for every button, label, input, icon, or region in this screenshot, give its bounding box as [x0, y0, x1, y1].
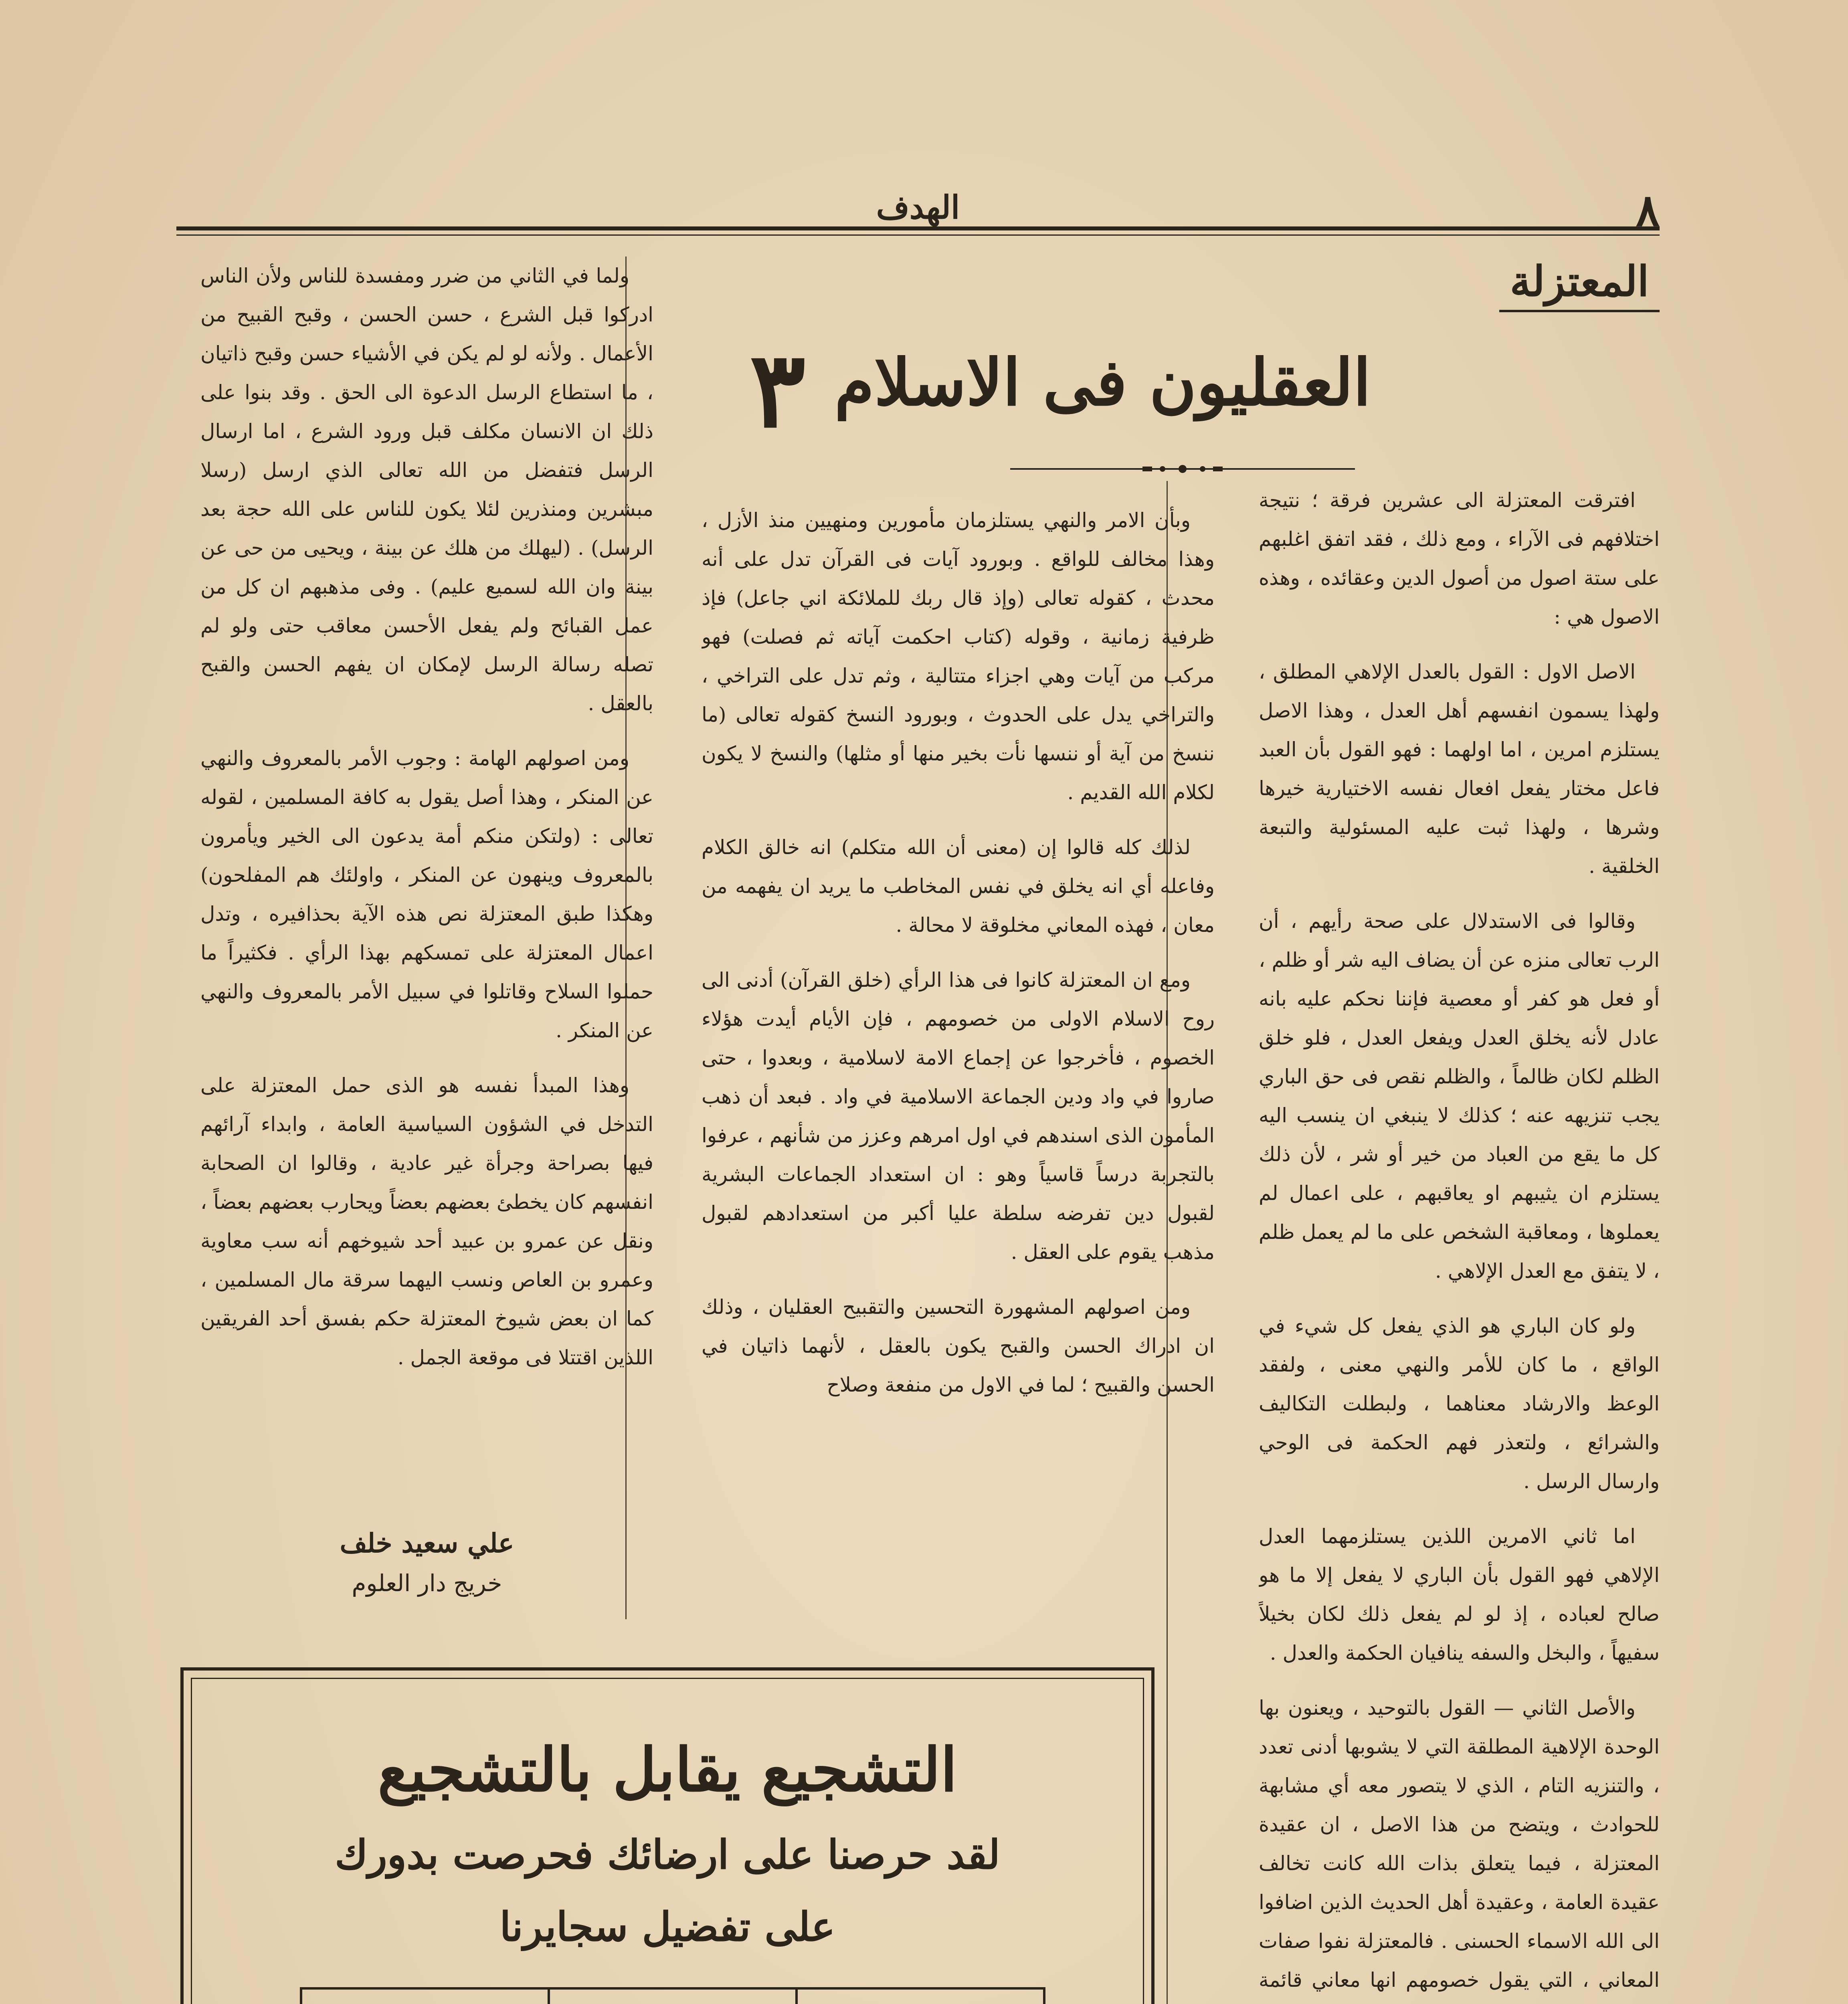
paragraph: ولو كان الباري هو الذي يفعل كل شيء في الواقع ، ما كان للأمر والنهي معنى ، ولفقد الوعظ والارشاد معناهما ، ولبطلت التكاليف والشرائع ، ولتعذر فهم الحكمة فى الوحي وارسال الرسل .: [1259, 1314, 1660, 1493]
ad-text-line: على تفضيل سجايرنا: [499, 1903, 835, 1950]
paragraph: وبأن الامر والنهي يستلزمان مأمورين ومنهيين منذ الأزل ، وهذا مخالف للواقع . وبورود آيات فى القرآن تدل على أنه محدث ، كقوله تعالى (وإذ قال ربك للملائكة اني جاعل) فإذ ظرفية زمانية ، وقوله (كتاب احكمت آياته ثم فصلت) فهو مركب من آيات وهي اجزاء متتالية ، وثم تدل على التراخي ، والتراخي يدل على الحدوث ، وبورود النسخ كقوله تعالى (ما ننسخ من آية أو ننسها نأت بخير منها أو مثلها) والنسخ لا يكون لكلام الله القديم .: [702, 509, 1215, 804]
ad-headline: التشجيع يقابل بالتشجيع: [378, 1735, 957, 1805]
article-column-middle: [702, 501, 1215, 1643]
brand-panel: [300, 1987, 1045, 2004]
article-column-left: [200, 257, 653, 1571]
article-part-number: ٣: [750, 329, 806, 451]
header-rule-thin: [176, 234, 1660, 236]
paragraph: افترقت المعتزلة الى عشرين فرقة ؛ نتيجة اختلافهم فى الآراء ، ومع ذلك ، فقد اتفق اغلبهم على ستة اصول من أصول الدين وعقائده ، وهذه الاصول هي :: [1259, 489, 1660, 628]
section-label: المعتزلة: [1499, 257, 1660, 312]
cigarette-advertisement: [180, 1667, 1154, 2004]
author-signature: [200, 1523, 653, 1603]
paragraph: ومع ان المعتزلة كانوا فى هذا الرأي (خلق القرآن) أدنى الى روح الاسلام الاولى من خصومهم ، فإن الأيام أيدت هؤلاء الخصوم ، فأخرجوا عن إجماع الامة لاسلامية ، وبعدوا ، حتى صاروا في واد ودين الجماعة الاسلامية في واد . فبعد أن ذهب المأمون الذى اسندهم في اول امرهم وعزز من شأنهم ، عرفوا بالتجربة درساً قاسياً وهو : ان استعداد الجماعات البشرية لقبول دين تفرضه سلطة عليا أكبر من استعدادهم لقبول مذهب يقوم على العقل .: [702, 968, 1215, 1264]
paragraph: ولما في الثاني من ضرر ومفسدة للناس ولأن الناس ادركوا قبل الشرع ، حسن الحسن ، وقبح القبيح من الأعمال . ولأنه لو لم يكن في الأشياء حسن وقبح ذاتيان ، ما استطاع الرسل الدعوة الى الحق . وقد بنوا على ذلك ان الانسان مكلف قبل ورود الشرع ، اما ارسال الرسل فتفضل من الله تعالى الذي ارسل (رسلا مبشرين ومنذرين لئلا يكون للناس على الله حجة بعد الرسل) . (ليهلك من هلك عن بينة ، ويحيى من حى عن بينة وان الله لسميع عليم) . وفى مذهبهم ان كل من عمل القبائح ولم يفعل الأحسن معاقب حتى ولو لم تصله رسالة الرسل لإمكان ان يفهم الحسن والقبح بالعقل .: [200, 264, 653, 715]
brand-name: [548, 1990, 795, 2004]
paragraph: الاصل الاول : القول بالعدل الإلاهي المطلق ، ولهذا يسمون انفسهم أهل العدل ، وهذا الاصل يستلزم امرين ، اما اولهما : فهو القول بأن العبد فاعل مختار يفعل افعال نفسه الاختيارية خيرها وشرها ، ولهذا ثبت عليه المسئولية والتبعة الخلقية .: [1259, 660, 1660, 878]
paragraph: وقالوا فى الاستدلال على صحة رأيهم ، أن الرب تعالى منزه عن أن يضاف اليه شر أو ظلم ، أو فعل هو كفر أو معصية فإننا نحكم عليه بانه عادل لأنه يخلق العدل ويفعل العدل ، فلو خلق الظلم لكان ظالماً ، والظلم نقص فى حق الباري يجب تنزيهه عنه ؛ كذلك لا ينبغي ان ينسب اليه كل ما يقع من العباد من خير أو شر ، لأن ذلك يستلزم ان يثيبهم او يعاقبهم ، على اعمال لم يعملوها ، ومعاقبة الشخص على ما لم يعمل ظلم ، لا يتفق مع العدل الإلاهي .: [1259, 909, 1660, 1283]
newspaper-name: الهدف: [876, 188, 960, 226]
paragraph: اما ثاني الامرين اللذين يستلزمهما العدل الإلاهي فهو القول بأن الباري لا يفعل إلا ما هو صالح لعباده ، إذ لو لم يفعل ذلك لكان بخيلاً سفيهاً ، والبخل والسفه ينافيان الحكمة والعدل .: [1259, 1525, 1660, 1665]
author-title: خريج دار العلوم: [352, 1570, 502, 1597]
brand-name: [795, 1990, 1043, 2004]
brand-name: [302, 1990, 548, 2004]
page-header: [176, 184, 1660, 236]
paragraph: والأصل الثاني — القول بالتوحيد ، ويعنون بها الوحدة الإلاهية المطلقة التي لا يشوبها أدنى تعدد ، والتنزيه التام ، الذي لا يتصور معه أي مشابهة للحوادث ، ويتضح من هذا الاصل ، ان عقيدة المعتزلة ، فيما يتعلق بذات الله كانت تخالف عقيدة العامة ، وعقيدة أهل الحديث الذين اضافوا الى الله الاسماء الحسنى . فالمعتزلة نفوا صفات المعاني ، التي يقول خصومهم انها معاني قائمة: [1259, 1696, 1660, 1992]
author-name: علي سعيد خلف: [340, 1527, 514, 1559]
paragraph: لذلك كله قالوا إن (معنى أن الله متكلم) انه خالق الكلام وفاعله أي انه يخلق في نفس المخاطب ما يريد ان يفهمه من معان ، فهذه المعاني مخلوقة لا محالة .: [702, 836, 1215, 937]
paragraph: وهذا المبدأ نفسه هو الذى حمل المعتزلة على التدخل في الشؤون السياسية العامة ، وابداء آرائهم فيها بصراحة وجرأة غير عادية ، وقالوا ان الصحابة انفسهم كان يخطئ بعضهم بعضاً ويحارب بعضهم بعضاً ، ونقل عن عمرو بن عبيد أحد شيوخهم أنه سب معاوية وعمرو بن العاص ونسب اليهما سرقة مال المسلمين ، كما ان بعض شيوخ المعتزلة حكم بفسق أحد الفريقين اللذين اقتتلا فى موقعة الجمل .: [200, 1074, 653, 1369]
article-title: العقليون فى الاسلام: [834, 345, 1371, 420]
paragraph: ومن اصولهم الهامة : وجوب الأمر بالمعروف والنهي عن المنكر ، وهذا أصل يقول به كافة المسلمين ، لقوله تعالى : (ولتكن منكم أمة يدعون الى الخير ويأمرون بالمعروف وينهون عن المنكر ، واولئك هم المفلحون) وهكذا طبق المعتزلة نص هذه الآية بحذافيره ، وتدل اعمال المعتزلة على تمسكهم بهذا الرأي . فكثيراً ما حملوا السلاح وقاتلوا في سبيل الأمر بالمعروف والنهي عن المنكر .: [200, 747, 653, 1042]
header-rule: [176, 226, 1660, 230]
ornament-divider: [1010, 461, 1355, 477]
paragraph: ومن اصولهم المشهورة التحسين والتقبيح العقليان ، وذلك ان ادراك الحسن والقبح يكون بالعقل ، لأنهما ذاتيان في الحسن والقبيح ؛ لما في الاول من منفعة وصلاح: [702, 1295, 1215, 1396]
article-column-right: [1259, 481, 1660, 2004]
page-number: ٨: [1636, 184, 1660, 236]
ad-text-line: لقد حرصنا على ارضائك فحرصت بدورك: [335, 1831, 1000, 1878]
